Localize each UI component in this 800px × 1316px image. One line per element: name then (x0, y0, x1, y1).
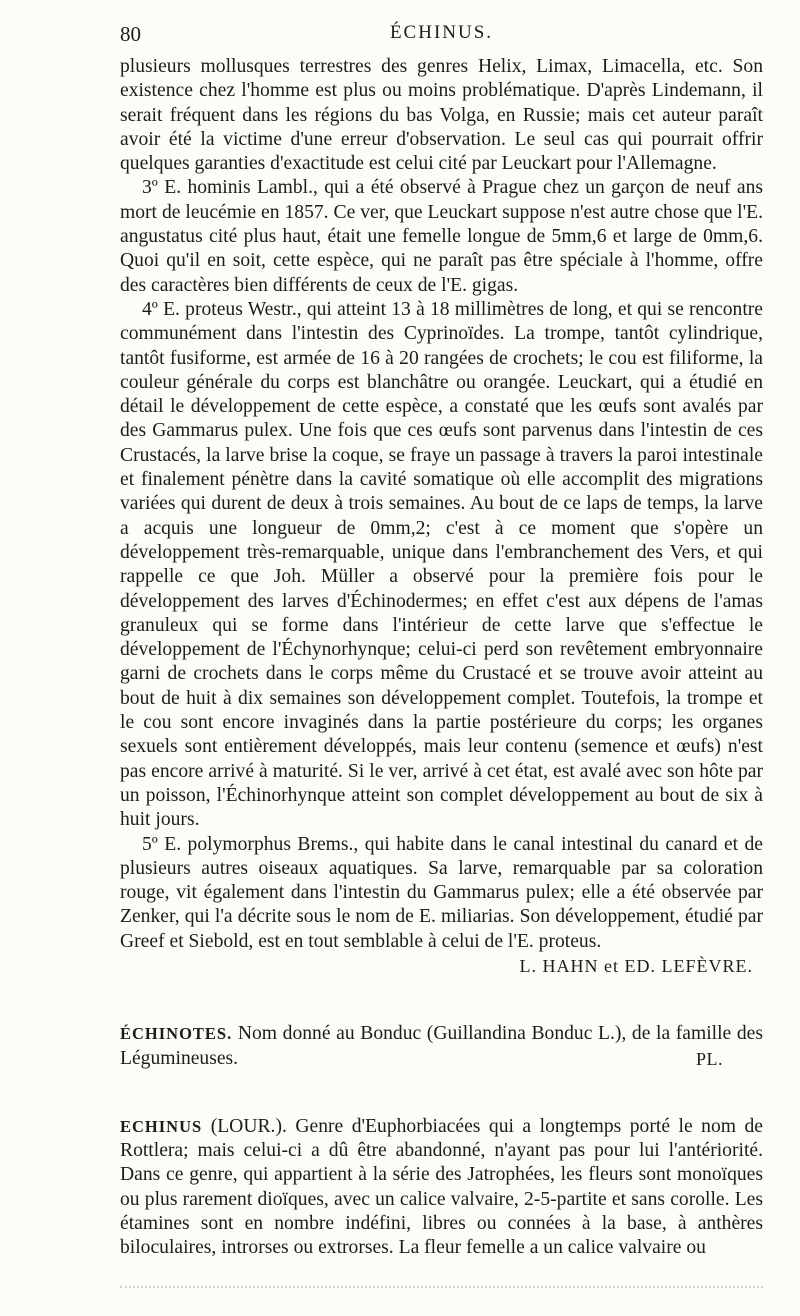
paragraph-e-proteus: 4º E. proteus Westr., qui atteint 13 à 18 millimètres de long, et qui se rencontre communément dans l'intestin des Cyprinoïdes. La trompe, tantôt cylindrique, tantôt fusiforme, est armée de 16 à 20 rangées de crochets; le cou est filiforme, la couleur générale du corps est blanchâtre ou orangée. Leuckart, qui a étudié en détail le développement de cette espèce, a constaté que les œufs sont avalés par des Gammarus pulex. Une fois que ces œufs sont parvenus dans l'intestin de ces Crustacés, la larve brise la coque, se fraye un passage à travers la paroi intestinale et finalement pénètre dans la cavité somatique où elle accomplit des migrations variées qui durent de deux à trois semaines. Au bout de ce laps de temps, la larve a acquis une longueur de 0mm,2; c'est à ce moment que s'opère un développement très-remarquable, unique dans l'embranchement des Vers, et qui rappelle ce que Joh. Müller a observé pour la première fois pour le développement des larves d'Échinodermes; en effet c'est aux dépens de l'amas granuleux qui se forme dans l'intérieur de cette larve que s'effectue le développement de l'Échynorhynque; celui-ci perd son revêtement embryonnaire garni de crochets dans le corps même du Crustacé et se trouve avoir atteint au bout de huit à dix semaines son développement complet. Toutefois, la trompe et le cou sont encore invaginés dans la partie postérieure du corps; les organes sexuels sont entièrement développés, mais leur contenu (semence et œufs) n'est pas encore arrivé à maturité. Si le ver, arrivé à cet état, est avalé avec son hôte par un poisson, l'Échinorhynque atteint son complet développement au bout de six à huit jours. (120, 298, 763, 831)
page-number: 80 (120, 22, 141, 46)
paragraph-e-polymorphus: 5º E. polymorphus Brems., qui habite dans le canal intestinal du canard et de plusieurs autres oiseaux aquatiques. Sa larve, remarquable par sa coloration rouge, vit également dans l'intestin du Gammarus pulex; elle a été observée par Zenker, qui l'a décrite sous le nom de E. miliarias. Son développement, étudié par Greef et Siebold, est en tout semblable à celui de l'E. proteus. (120, 833, 763, 952)
entry-echinotes (120, 1022, 763, 1071)
headword-echinus: ECHINUS (120, 1116, 203, 1136)
entry-echinotes-author: PL. (695, 1048, 723, 1069)
running-title: ÉCHINUS. (389, 22, 494, 43)
paragraph-intro: plusieurs mollusques terrestres des genres Helix, Limax, Limacella, etc. Son existence chez l'homme est plus ou moins problématique. D'après Lindemann, il serait fréquent dans les régions du bas Volga, en Russie; mais cet auteur paraît avoir été la victime d'une erreur d'observation. Le seul cas qui pourrait offrir quelques garanties d'exactitude est celui cité par Leuckart pour l'Allemagne. (120, 56, 763, 175)
headword-echinotes: ÉCHINOTES. (120, 1024, 233, 1044)
page-header (120, 22, 763, 50)
article-signature: L. HAHN et ED. LEFÈVRE. (519, 955, 753, 976)
paragraph-e-hominis: 3º E. hominis Lambl., qui a été observé à Prague chez un garçon de neuf ans mort de leucémie en 1857. Ce ver, que Leuckart suppose n'est autre chose que l'E. angustatus cité plus haut, était une femelle longue de 5mm,6 et large de 0mm,6. Quoi qu'il en soit, cette espèce, qui ne paraît pas être spéciale à l'homme, offre des caractères bien différents de ceux de l'E. gigas. (120, 177, 763, 296)
entry-echinotes-text: Nom donné au Bonduc (Guillandina Bonduc L.), de la famille des Légumineuses. (120, 1023, 763, 1069)
entry-echinus (120, 1115, 763, 1261)
page-body (120, 55, 763, 1261)
entry-echinus-text: (LOUR.). Genre d'Euphorbiacées qui a longtemps porté le nom de Rottlera; mais celui-ci a dû être abandonné, n'ayant pas pour lui l'antériorité. Dans ce genre, qui appartient à la série des Jatrophées, les fleurs sont monoïques ou plus rarement dioïques, avec un calice valvaire, 2-5-partite et sans corolle. Les étamines sont en nombre indéfini, libres ou connées à la base, à anthères biloculaires, introrses ou extrorses. La fleur femelle a un calice valvaire ou (120, 1115, 763, 1259)
page-bottom-edge (120, 1276, 763, 1288)
